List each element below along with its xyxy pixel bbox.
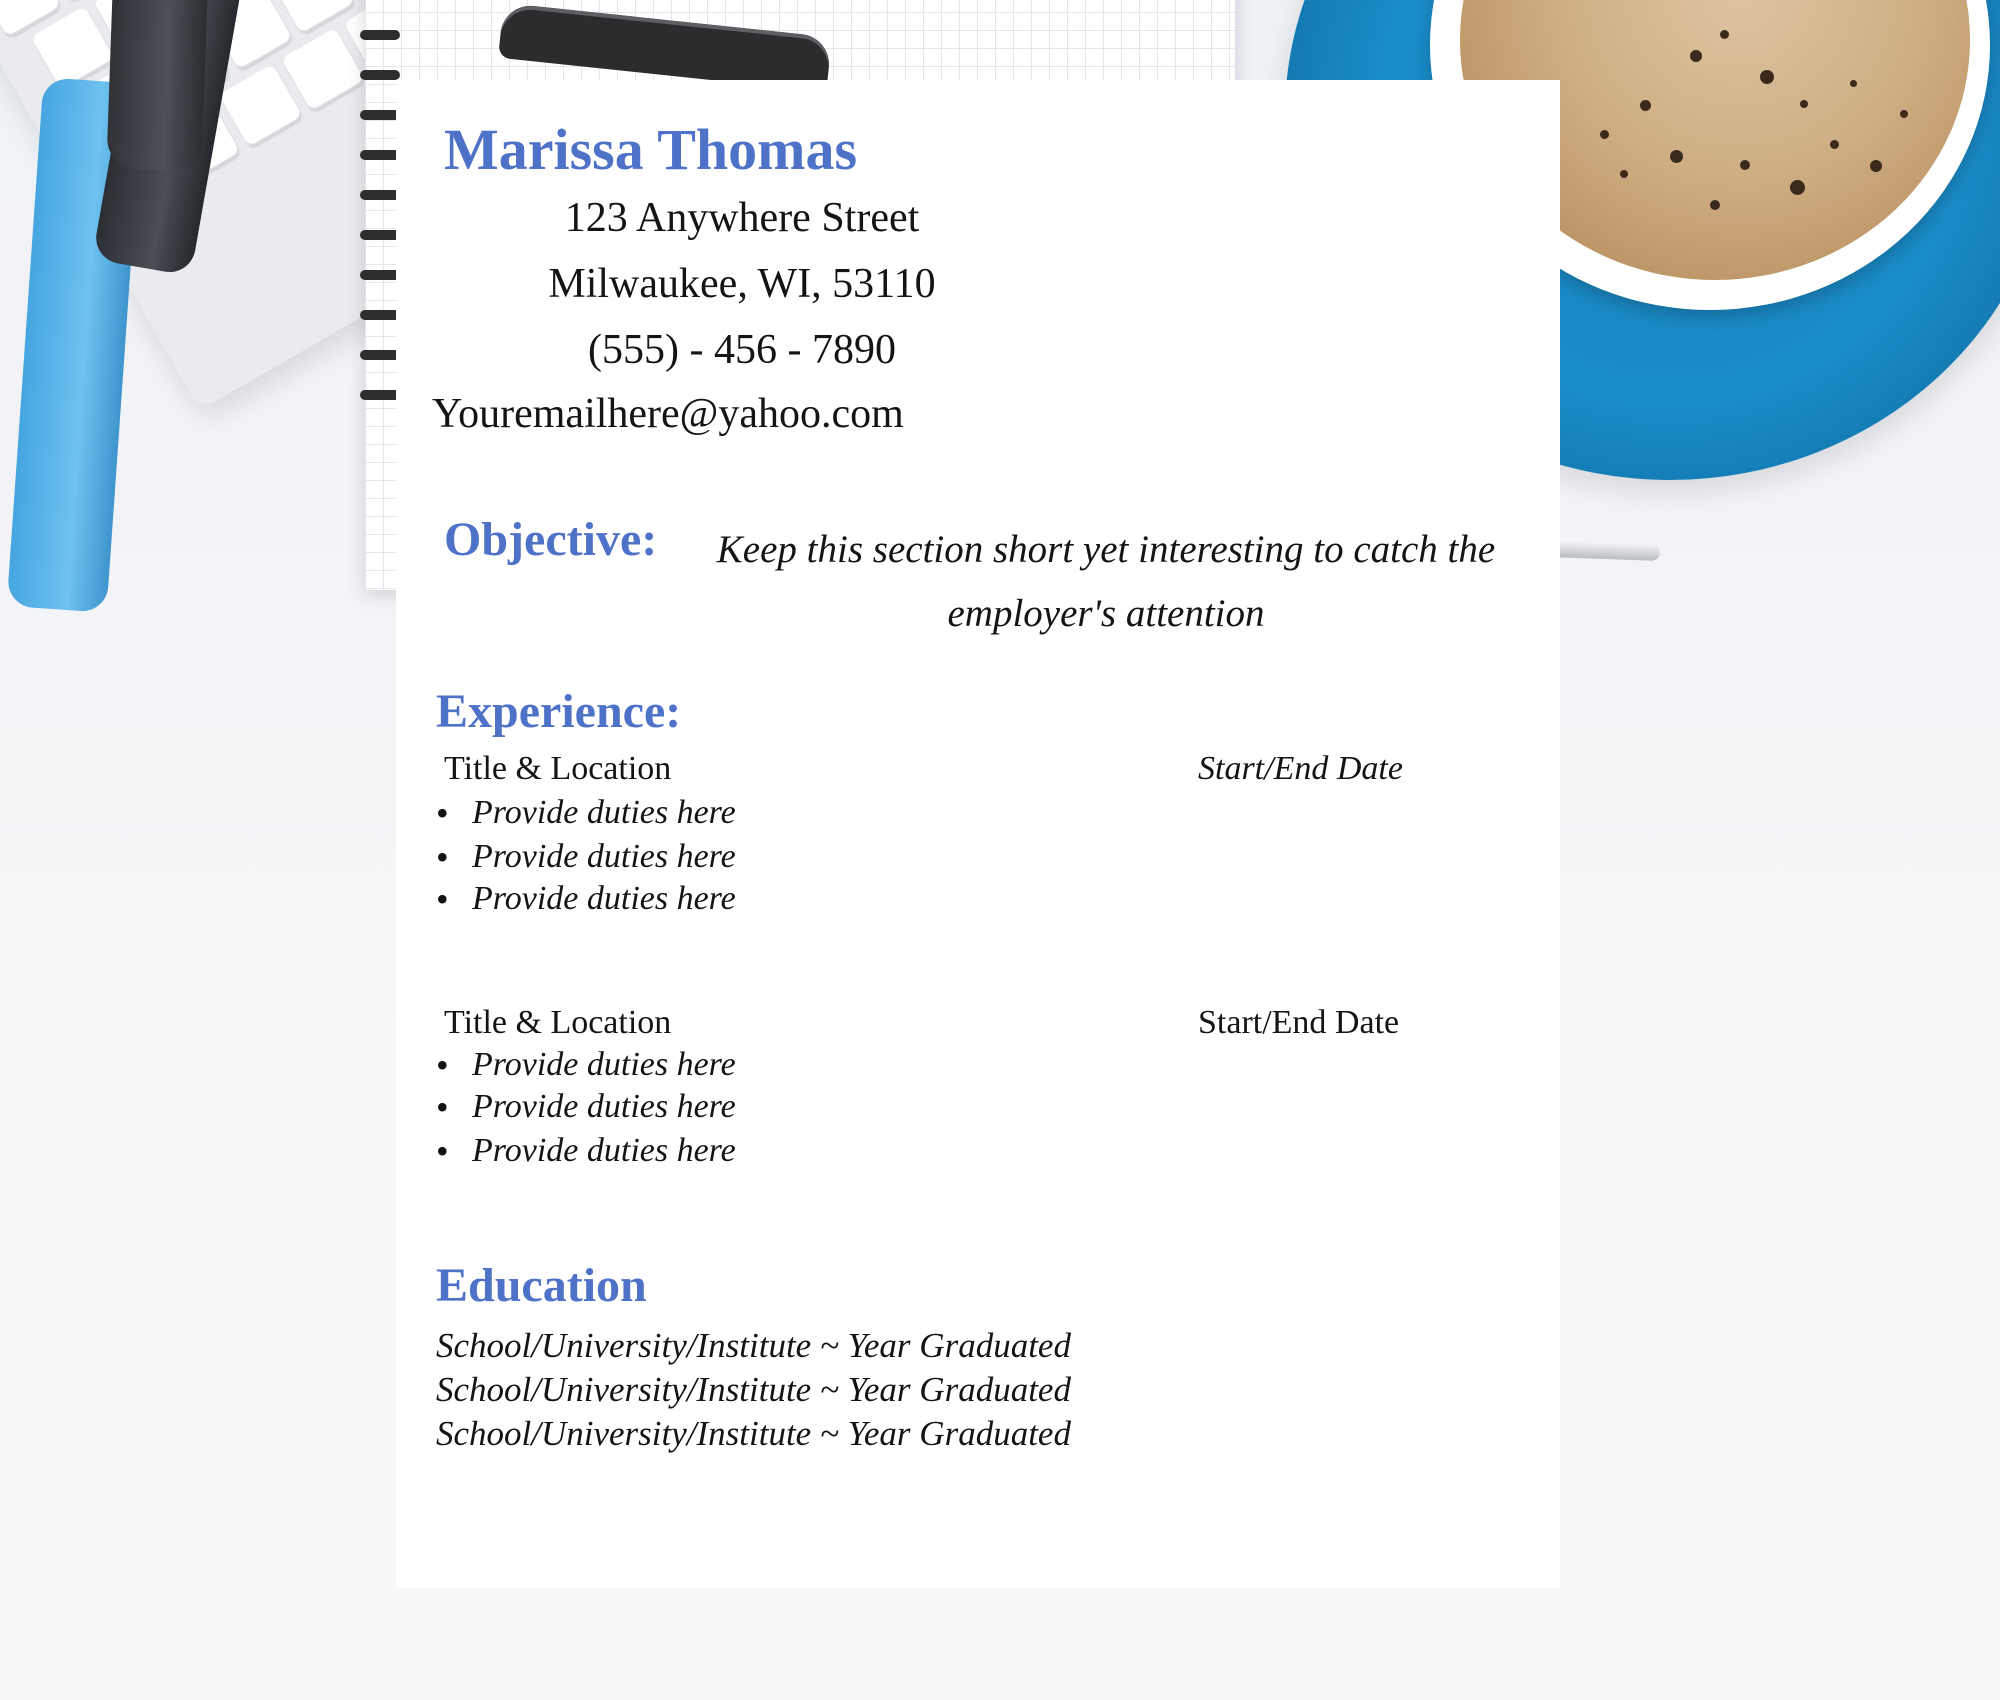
contact-phone: (555) - 456 - 7890 bbox=[588, 327, 896, 373]
contact-street: 123 Anywhere Street bbox=[564, 195, 920, 241]
duty-item: • Provide duties here bbox=[436, 1046, 736, 1084]
job-title: Title & Location bbox=[444, 750, 672, 787]
duty-item: • Provide duties here bbox=[436, 1132, 736, 1170]
objective-heading: Objective: bbox=[444, 513, 658, 566]
marker-cap-image bbox=[106, 0, 208, 172]
contact-city: Milwaukee, WI, 53110 bbox=[548, 261, 936, 307]
duty-item: • Provide duties here bbox=[436, 1088, 736, 1126]
resume-name: Marissa Thomas bbox=[444, 117, 858, 182]
job-dates: Start/End Date bbox=[1198, 750, 1403, 787]
resume-sheet bbox=[396, 80, 1560, 1588]
experience-heading: Experience: bbox=[436, 685, 682, 738]
education-entry: School/University/Institute ~ Year Graduated bbox=[436, 1414, 1071, 1453]
objective-text: Keep this section short yet interesting to catch the employer's attention bbox=[716, 528, 1496, 635]
duty-item: • Provide duties here bbox=[436, 838, 736, 876]
job-title: Title & Location bbox=[444, 1004, 672, 1041]
contact-email: Youremailhere@yahoo.com bbox=[432, 391, 904, 437]
duty-item: • Provide duties here bbox=[436, 880, 736, 918]
duty-item: • Provide duties here bbox=[436, 794, 736, 832]
job-dates: Start/End Date bbox=[1198, 1004, 1400, 1041]
education-heading: Education bbox=[436, 1259, 647, 1312]
education-entry: School/University/Institute ~ Year Graduated bbox=[436, 1370, 1071, 1409]
education-entry: School/University/Institute ~ Year Graduated bbox=[436, 1326, 1071, 1365]
